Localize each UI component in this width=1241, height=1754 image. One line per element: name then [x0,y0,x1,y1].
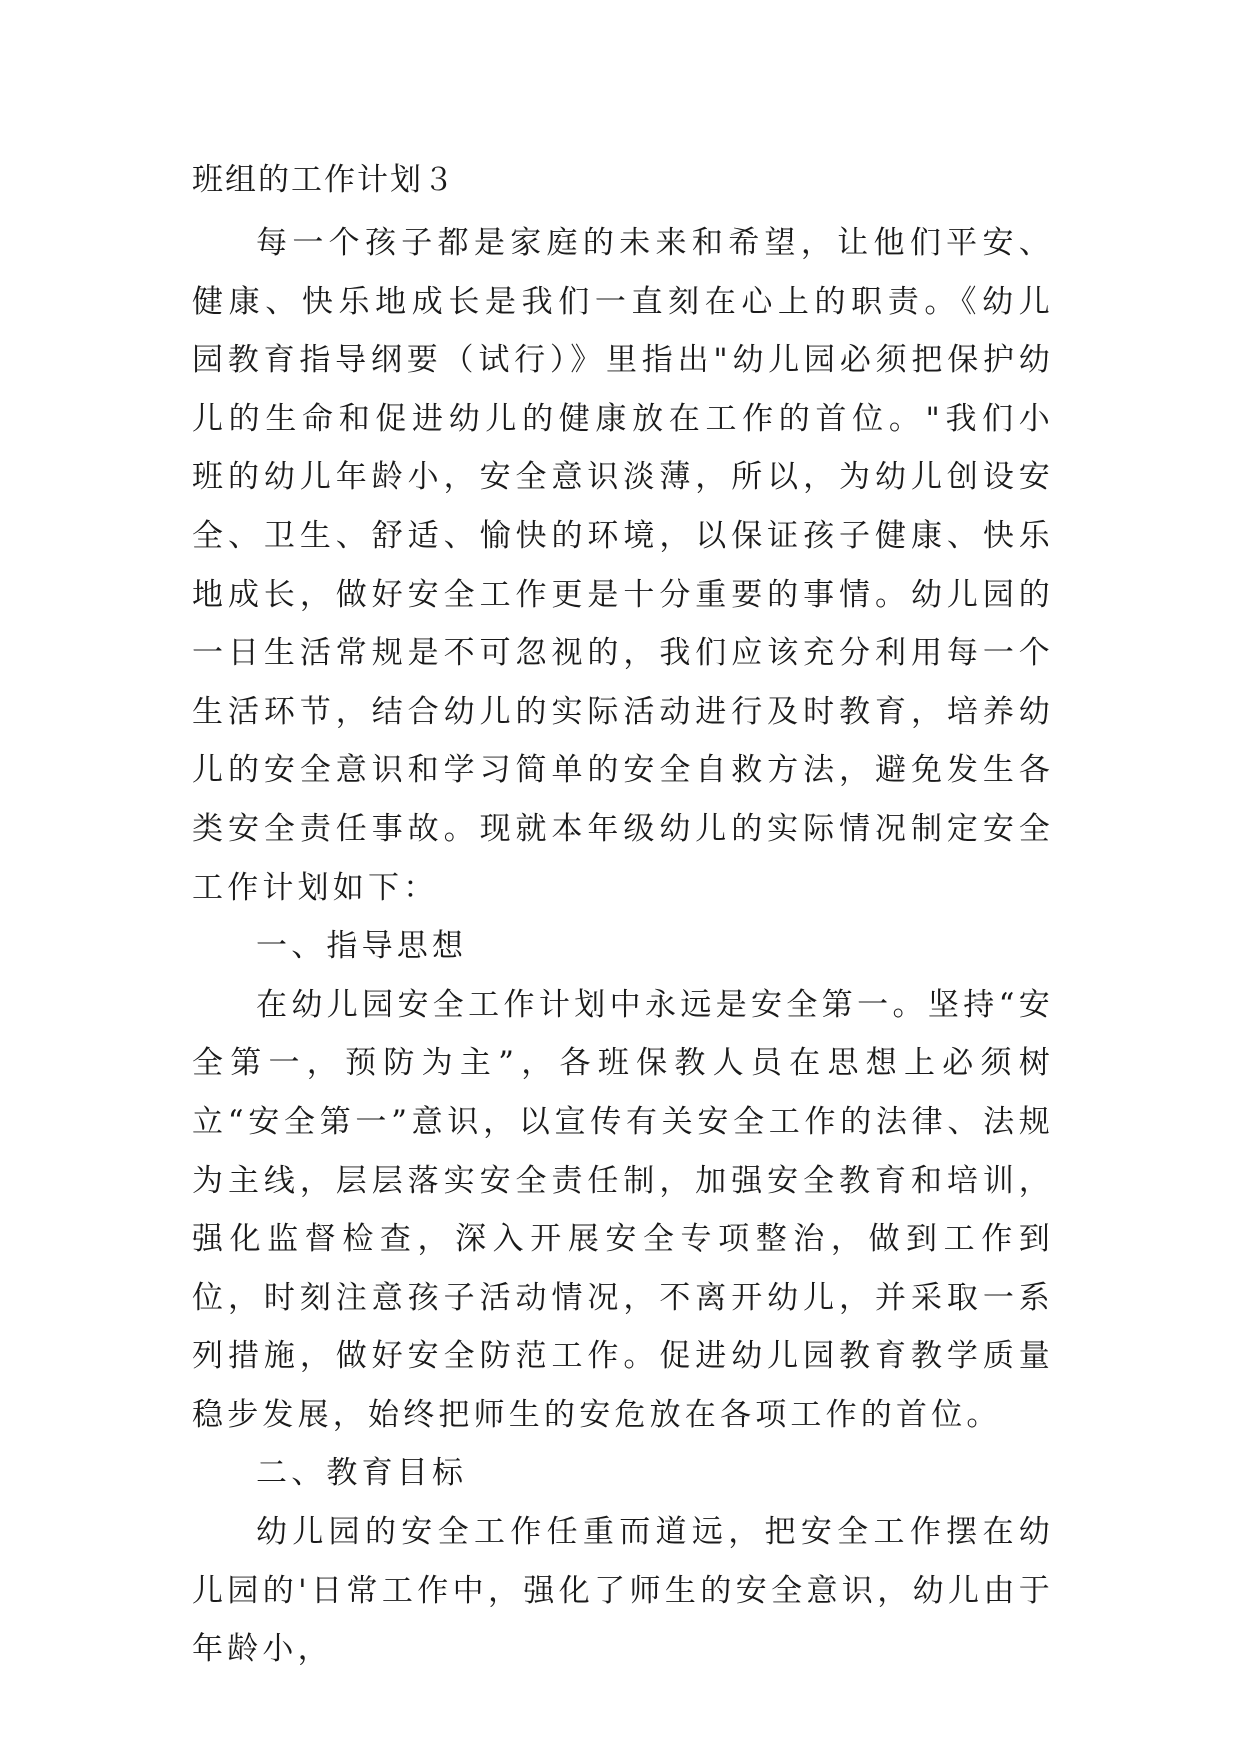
body-paragraph-intro: 每一个孩子都是家庭的未来和希望，让他们平安、健康、快乐地成长是我们一直刻在心上的职责。《幼儿园教育指导纲要（试行）》里指出"幼儿园必须把保护幼儿的生命和促进幼儿的健康放在工作的首位。"我们小班的幼儿年龄小，安全意识淡薄，所以，为幼儿创设安全、卫生、舒适、愉快的环境，以保证孩子健康、快乐地成长，做好安全工作更是十分重要的事情。幼儿园的一日生活常规是不可忽视的，我们应该充分利用每一个生活环节，结合幼儿的实际活动进行及时教育，培养幼儿的安全意识和学习简单的安全自救方法，避免发生各类安全责任事故。现就本年级幼儿的实际情况制定安全工作计划如下： [192,225,1054,906]
document-body [192,214,1054,1679]
document-title: 班组的工作计划３ [192,162,456,198]
section-heading-education-goals: 二、教育目标 [256,1455,468,1492]
body-paragraph-guiding-ideology: 在幼儿园安全工作计划中永远是安全第一。坚持“安全第一，预防为主”，各班保教人员在思想上必须树立“安全第一”意识，以宣传有关安全工作的法律、法规为主线，层层落实安全责任制，加强安全教育和培训，强化监督检查，深入开展安全专项整治，做到工作到位，时刻注意孩子活动情况，不离开幼儿，并采取一系列措施，做好安全防范工作。促进幼儿园教育教学质量稳步发展，始终把师生的安危放在各项工作的首位。 [192,986,1054,1433]
body-paragraph-education-goals: 幼儿园的安全工作任重而道远，把安全工作摆在幼儿园的'日常工作中，强化了师生的安全意识，幼儿由于年龄小， [192,1514,1054,1668]
section-heading-guiding-ideology: 一、指导思想 [256,928,468,965]
